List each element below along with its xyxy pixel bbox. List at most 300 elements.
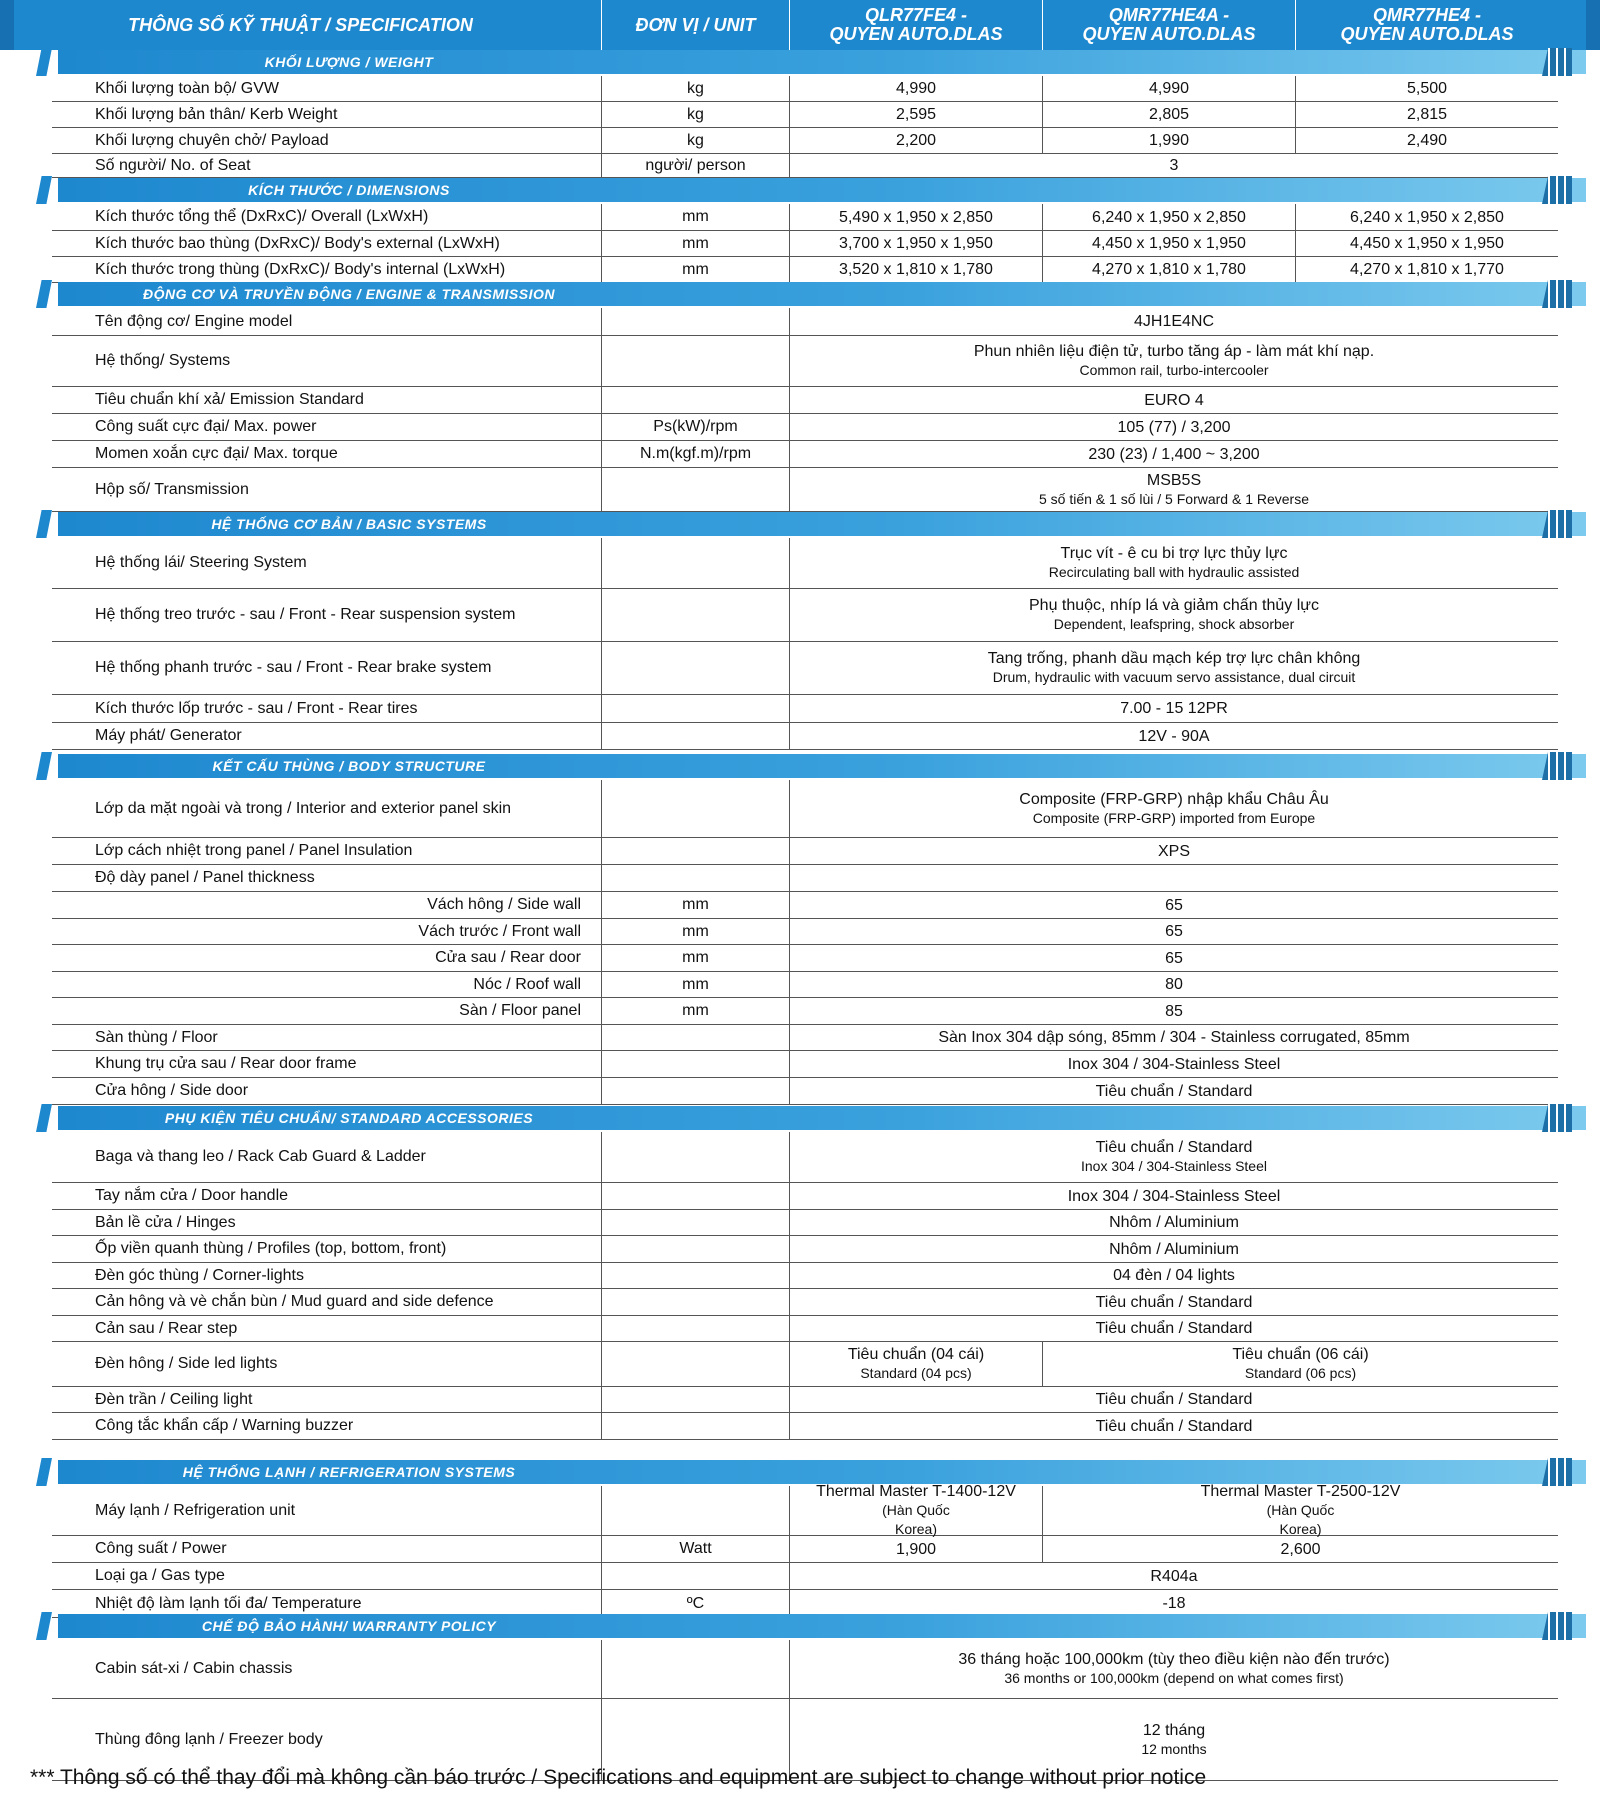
table-row — [52, 128, 1558, 154]
row-label: Hộp số/ Transmission — [95, 480, 249, 498]
row-label: Ốp viền quanh thùng / Profiles (top, bottom, front) — [95, 1240, 447, 1257]
value-secondary: Recirculating ball with hydraulic assisted — [1048, 564, 1300, 580]
row-unit: kg — [601, 102, 789, 127]
row-value — [789, 1640, 1558, 1698]
row-value — [789, 76, 1042, 101]
value-secondary: Dependent, leafspring, shock absorber — [1053, 616, 1295, 632]
value-text: -18 — [1162, 1595, 1186, 1612]
value-text: Inox 304 / 304-Stainless Steel — [1067, 1187, 1281, 1205]
section-header — [36, 1104, 1572, 1132]
table-row — [52, 892, 1558, 919]
row-label: Độ dày panel / Panel thickness — [95, 869, 315, 886]
row-unit: mm — [601, 919, 789, 944]
table-row — [52, 1536, 1558, 1563]
value-primary: Phun nhiên liệu điện tử, turbo tăng áp - làm mát khí nạp. — [973, 343, 1375, 360]
row-label: Hệ thống treo trước - sau / Front - Rear suspension system — [95, 606, 516, 623]
row-label: Kích thước lốp trước - sau / Front - Rear tires — [95, 699, 418, 717]
header-spec: THÔNG SỐ KỸ THUẬT / SPECIFICATION — [128, 14, 473, 35]
section-header — [36, 176, 1572, 204]
table-row — [52, 695, 1558, 723]
value-primary: Composite (FRP-GRP) nhập khẩu Châu Âu — [1019, 790, 1329, 808]
table-row — [52, 231, 1558, 257]
row-value — [789, 387, 1558, 413]
table-row — [52, 1640, 1558, 1699]
row-label: Khối lượng chuyên chở/ Payload — [95, 131, 329, 149]
row-label: Đèn hông / Side led lights — [95, 1355, 278, 1372]
row-unit — [601, 1413, 789, 1439]
value-text: 3,520 x 1,810 x 1,780 — [839, 261, 993, 278]
row-unit — [601, 1132, 789, 1182]
table-row — [52, 1316, 1558, 1342]
value-text: 3,700 x 1,950 x 1,950 — [839, 235, 993, 252]
value-text: XPS — [1157, 842, 1190, 860]
value-text: 4,450 x 1,950 x 1,950 — [1092, 235, 1246, 252]
value-secondary: 36 months or 100,000km (depend on what comes first) — [1004, 1670, 1344, 1686]
value-text: Inox 304 / 304-Stainless Steel — [1067, 1055, 1281, 1073]
value-text: 4JH1E4NC — [1133, 313, 1215, 330]
value-text: 65 — [1165, 896, 1183, 914]
row-value — [789, 1483, 1042, 1537]
row-value — [789, 1536, 1042, 1562]
row-unit: mm — [601, 972, 789, 997]
row-value — [789, 414, 1558, 440]
header-unit: ĐƠN VỊ / UNIT — [601, 0, 789, 50]
value-text: 2,595 — [895, 106, 937, 123]
row-value — [1295, 204, 1558, 230]
model-1-line2: QUYEN AUTO.DLAS — [829, 24, 1003, 44]
row-unit — [601, 538, 789, 588]
row-value — [789, 1413, 1558, 1439]
row-value — [789, 336, 1558, 386]
row-unit — [601, 1387, 789, 1412]
value-text: 1,900 — [895, 1540, 937, 1558]
row-label: Nóc / Roof wall — [473, 975, 581, 993]
row-label: Lớp da mặt ngoài và trong / Interior and exterior panel skin — [95, 799, 512, 817]
row-value — [789, 1236, 1558, 1262]
row-label: Tiêu chuẩn khí xả/ Emission Standard — [95, 391, 364, 408]
table-row — [52, 945, 1558, 972]
model-3-line1: QMR77HE4 - — [1372, 5, 1481, 25]
table-row — [52, 1483, 1558, 1537]
row-unit: mm — [601, 892, 789, 918]
table-row — [52, 441, 1558, 468]
value-secondary: (Hàn Quốc — [882, 1502, 950, 1518]
slant-tab-icon — [36, 1104, 52, 1132]
section-header — [36, 48, 1572, 76]
value-secondary: Korea) — [894, 1521, 938, 1537]
value-text: Tiêu chuẩn / Standard — [1095, 1320, 1253, 1337]
row-value — [789, 154, 1558, 177]
header-model-3 — [1295, 0, 1558, 50]
table-row — [52, 1236, 1558, 1263]
row-unit — [601, 780, 789, 837]
value-secondary: Standard (04 pcs) — [860, 1365, 972, 1381]
row-unit: mm — [601, 257, 789, 282]
value-text: Tiêu chuẩn / Standard — [1095, 1391, 1253, 1408]
row-value — [789, 1387, 1558, 1412]
row-value — [1042, 102, 1295, 127]
row-value — [789, 128, 1042, 153]
value-text: 7.00 - 15 12PR — [1120, 700, 1228, 717]
table-row — [52, 387, 1558, 414]
slant-tab-icon — [36, 280, 52, 308]
row-label: Lớp cách nhiệt trong panel / Panel Insulation — [95, 842, 413, 859]
row-value — [789, 1342, 1042, 1386]
table-row — [52, 919, 1558, 945]
row-value — [1295, 76, 1558, 101]
table-row — [52, 76, 1558, 102]
row-unit — [601, 1078, 789, 1104]
row-label: Tay nắm cửa / Door handle — [95, 1187, 289, 1204]
row-unit: Watt — [601, 1536, 789, 1562]
slant-tab-icon — [36, 752, 52, 780]
row-label: Vách trước / Front wall — [418, 922, 581, 940]
table-row — [52, 838, 1558, 865]
value-text: 80 — [1165, 976, 1183, 993]
value-text: 230 (23) / 1,400 ~ 3,200 — [1088, 445, 1260, 463]
row-label: Sàn thùng / Floor — [95, 1028, 218, 1046]
section-title: HỆ THỐNG CƠ BẢN / BASIC SYSTEMS — [211, 516, 487, 532]
row-unit — [601, 1486, 789, 1535]
row-unit — [601, 1183, 789, 1209]
row-unit — [601, 1316, 789, 1341]
row-value — [1295, 231, 1558, 256]
row-label: Khối lượng bản thân/ Kerb Weight — [95, 105, 338, 123]
value-text: 6,240 x 1,950 x 2,850 — [1350, 208, 1504, 226]
value-text: Nhôm / Aluminium — [1109, 1240, 1239, 1258]
row-value — [1042, 1483, 1558, 1537]
value-text: 1,990 — [1148, 132, 1190, 149]
header-right-tab — [1586, 0, 1600, 50]
section-header — [36, 1612, 1572, 1640]
row-value — [1042, 1536, 1558, 1562]
row-label: Cản sau / Rear step — [95, 1319, 238, 1337]
value-text: 5,500 — [1406, 80, 1448, 97]
table-row — [52, 336, 1558, 387]
row-unit — [601, 1640, 789, 1698]
value-primary: Phụ thuộc, nhíp lá và giảm chấn thủy lực — [1029, 597, 1319, 614]
row-unit: kg — [601, 76, 789, 101]
row-unit — [601, 695, 789, 722]
value-text: 12V - 90A — [1138, 727, 1210, 745]
section-header — [36, 510, 1572, 538]
value-text: 2,200 — [895, 132, 937, 149]
header-model-1 — [789, 0, 1042, 50]
row-unit — [601, 1025, 789, 1050]
section-title: KẾT CẤU THÙNG / BODY STRUCTURE — [212, 758, 486, 774]
row-label: Sàn / Floor panel — [459, 1002, 581, 1019]
table-row — [52, 589, 1558, 642]
row-value — [789, 257, 1042, 282]
section-title: HỆ THỐNG LẠNH / REFRIGERATION SYSTEMS — [182, 1464, 516, 1480]
row-unit — [601, 387, 789, 413]
value-text: 5,490 x 1,950 x 2,850 — [839, 208, 993, 226]
slant-tab-icon — [36, 48, 52, 76]
value-text: 2,490 — [1406, 132, 1448, 149]
row-value — [789, 919, 1558, 944]
row-value — [1295, 128, 1558, 153]
row-label: Cửa sau / Rear door — [435, 949, 581, 966]
table-row — [52, 998, 1558, 1025]
row-value — [789, 945, 1558, 971]
row-value — [789, 231, 1042, 256]
row-value — [789, 1132, 1558, 1182]
row-value — [789, 1078, 1558, 1104]
value-primary: Tang trống, phanh dầu mạch kép trợ lực chân không — [987, 650, 1361, 667]
row-label: Máy lạnh / Refrigeration unit — [95, 1501, 296, 1519]
row-label: Hệ thống/ Systems — [95, 352, 231, 369]
row-value — [1042, 76, 1295, 101]
row-unit — [601, 308, 789, 335]
table-row — [52, 972, 1558, 998]
row-value — [789, 308, 1558, 335]
slant-tab-icon — [36, 176, 52, 204]
row-value — [789, 1210, 1558, 1235]
row-label: Hệ thống lái/ Steering System — [95, 554, 307, 571]
row-unit — [601, 1051, 789, 1077]
table-row — [52, 1210, 1558, 1236]
row-unit — [601, 336, 789, 386]
row-value — [789, 780, 1558, 837]
value-text: Tiêu chuẩn / Standard — [1095, 1082, 1253, 1100]
section-header — [36, 280, 1572, 308]
value-text: 3 — [1169, 157, 1179, 174]
value-text: Sàn Inox 304 dập sóng, 85mm / 304 - Stainless corrugated, 85mm — [938, 1029, 1410, 1046]
table-row — [52, 1051, 1558, 1078]
row-label: Đèn góc thùng / Corner-lights — [95, 1266, 304, 1284]
row-label: Hệ thống phanh trước - sau / Front - Rear brake system — [95, 659, 492, 676]
row-label: Khối lượng toàn bộ/ GVW — [95, 79, 279, 97]
row-value — [789, 865, 1558, 891]
section-title: PHỤ KIỆN TIÊU CHUẨN/ STANDARD ACCESSORIES — [164, 1110, 534, 1126]
row-label: Momen xoắn cực đại/ Max. torque — [95, 445, 338, 462]
value-secondary: Standard (06 pcs) — [1244, 1365, 1357, 1381]
row-unit — [601, 1263, 789, 1288]
value-secondary: 12 months — [1141, 1740, 1207, 1757]
value-text: 2,805 — [1148, 106, 1190, 123]
value-secondary: Korea) — [1279, 1521, 1322, 1537]
slant-tab-icon — [36, 1612, 52, 1640]
value-secondary: Composite (FRP-GRP) imported from Europe — [1032, 809, 1316, 826]
value-text: Nhôm / Aluminium — [1109, 1214, 1239, 1231]
row-label: Công tắc khẩn cấp / Warning buzzer — [95, 1417, 354, 1434]
row-value — [789, 1263, 1558, 1288]
model-1-line1: QLR77FE4 - — [864, 5, 967, 25]
row-value — [789, 1563, 1558, 1589]
row-value — [789, 723, 1558, 749]
section-title: ĐỘNG CƠ VÀ TRUYỀN ĐỘNG / ENGINE & TRANSMISSION — [143, 286, 555, 302]
value-primary: Tiêu chuẩn / Standard — [1095, 1139, 1253, 1156]
row-value — [789, 892, 1558, 918]
row-label: Máy phát/ Generator — [95, 727, 242, 744]
row-unit: mm — [601, 231, 789, 256]
row-unit: mm — [601, 204, 789, 230]
row-value — [1042, 257, 1295, 282]
row-label: Bản lề cửa / Hinges — [95, 1213, 236, 1231]
value-secondary: (Hàn Quốc — [1266, 1502, 1335, 1518]
value-primary: Thermal Master T-2500-12V — [1200, 1483, 1401, 1500]
model-2-line1: QMR77HE4A - — [1108, 5, 1230, 25]
row-unit — [601, 865, 789, 891]
row-unit — [601, 589, 789, 641]
value-primary: 12 tháng — [1142, 1721, 1206, 1739]
table-row — [52, 538, 1558, 589]
row-value — [1042, 128, 1295, 153]
value-text: 2,600 — [1280, 1540, 1321, 1558]
value-text: R404a — [1150, 1567, 1198, 1585]
row-value — [789, 589, 1558, 641]
row-label: Cabin sát-xi / Cabin chassis — [95, 1660, 293, 1677]
value-primary: Trục vít - ê cu bi trợ lực thủy lực — [1060, 545, 1288, 562]
row-unit — [601, 1342, 789, 1386]
model-2-line2: QUYEN AUTO.DLAS — [1082, 24, 1256, 44]
row-unit — [601, 723, 789, 749]
model-3-line2: QUYEN AUTO.DLAS — [1340, 24, 1514, 44]
row-label: Công suất cực đại/ Max. power — [95, 418, 317, 435]
row-label: Kích thước bao thùng (DxRxC)/ Body's external (LxWxH) — [95, 234, 500, 252]
table-row — [52, 1263, 1558, 1289]
value-secondary: Common rail, turbo-intercooler — [1079, 362, 1269, 378]
value-text: 6,240 x 1,950 x 2,850 — [1092, 208, 1246, 226]
row-label: Kích thước trong thùng (DxRxC)/ Body's internal (LxWxH) — [95, 260, 506, 278]
row-value — [789, 204, 1042, 230]
row-unit: mm — [601, 945, 789, 971]
row-value — [1295, 102, 1558, 127]
row-unit — [601, 1210, 789, 1235]
row-value — [789, 838, 1558, 864]
value-primary: Tiêu chuẩn (04 cái) — [847, 1346, 985, 1363]
row-value — [789, 102, 1042, 127]
row-label: Cản hông và vè chắn bùn / Mud guard and side defence — [95, 1293, 494, 1310]
slant-tab-icon — [36, 510, 52, 538]
value-text: 2,815 — [1406, 106, 1448, 123]
section-header — [36, 752, 1572, 780]
row-value — [789, 1289, 1558, 1315]
row-unit: Ps(kW)/rpm — [601, 414, 789, 440]
value-text: 4,450 x 1,950 x 1,950 — [1350, 235, 1504, 252]
row-unit — [601, 642, 789, 694]
value-primary: MSB5S — [1146, 471, 1202, 489]
value-secondary: Inox 304 / 304-Stainless Steel — [1080, 1158, 1267, 1174]
row-unit — [601, 1563, 789, 1589]
row-value — [789, 441, 1558, 467]
row-value — [789, 998, 1558, 1024]
row-label: Công suất / Power — [95, 1540, 227, 1557]
row-value — [789, 642, 1558, 694]
table-row — [52, 204, 1558, 231]
row-value — [1042, 204, 1295, 230]
value-primary: Thermal Master T-1400-12V — [816, 1483, 1016, 1500]
table-row — [52, 723, 1558, 750]
row-value — [789, 695, 1558, 722]
value-text: 4,270 x 1,810 x 1,780 — [1092, 261, 1246, 278]
value-secondary: 5 số tiến & 1 số lùi / 5 Forward & 1 Reverse — [1038, 490, 1309, 507]
value-text: 4,270 x 1,810 x 1,770 — [1350, 261, 1504, 278]
row-value — [789, 1051, 1558, 1077]
value-text: Tiêu chuẩn / Standard — [1095, 1417, 1253, 1435]
row-label: Nhiệt độ làm lạnh tối đa/ Temperature — [95, 1594, 362, 1612]
row-value — [789, 1316, 1558, 1341]
slant-tab-icon — [36, 1458, 52, 1486]
value-secondary: Drum, hydraulic with vacuum servo assistance, dual circuit — [992, 669, 1356, 685]
value-text: Tiêu chuẩn / Standard — [1095, 1293, 1253, 1311]
row-value — [1042, 231, 1295, 256]
row-value — [1295, 257, 1558, 282]
value-text: 65 — [1165, 923, 1183, 940]
row-value — [789, 1025, 1558, 1050]
table-row — [52, 1342, 1558, 1387]
section-title: CHẾ ĐỘ BẢO HÀNH/ WARRANTY POLICY — [201, 1618, 497, 1634]
table-row — [52, 642, 1558, 695]
row-label: Loại ga / Gas type — [95, 1567, 225, 1584]
table-row — [52, 308, 1558, 336]
row-unit: ºC — [601, 1590, 789, 1617]
value-primary: Tiêu chuẩn (06 cái) — [1232, 1346, 1369, 1363]
row-value — [1042, 1342, 1558, 1386]
table-row — [52, 1025, 1558, 1051]
footnote: *** Thông số có thể thay đổi mà không cần báo trước / Specifications and equipment are subject to change without prior notice — [30, 1766, 1207, 1789]
row-label: Thùng đông lạnh / Freezer body — [95, 1730, 323, 1748]
table-row — [52, 1387, 1558, 1413]
row-unit — [601, 1289, 789, 1315]
row-value — [789, 972, 1558, 997]
table-header — [0, 0, 1600, 50]
value-text: 04 đèn / 04 lights — [1113, 1267, 1235, 1284]
header-model-2 — [1042, 0, 1295, 50]
row-unit: kg — [601, 128, 789, 153]
table-row — [52, 1132, 1558, 1183]
row-unit: mm — [601, 998, 789, 1024]
row-unit: N.m(kgf.m)/rpm — [601, 441, 789, 467]
value-primary: 36 tháng hoặc 100,000km (tùy theo điều kiện nào đến trước) — [958, 1651, 1390, 1668]
table-row — [52, 1563, 1558, 1590]
row-unit — [601, 468, 789, 511]
row-label: Tên động cơ/ Engine model — [95, 312, 293, 330]
table-row — [52, 780, 1558, 838]
row-label: Kích thước tổng thể (DxRxC)/ Overall (LxWxH) — [95, 208, 429, 225]
row-value — [789, 1183, 1558, 1209]
row-label: Số người/ No. of Seat — [95, 156, 251, 174]
table-row — [52, 865, 1558, 892]
row-label: Cửa hông / Side door — [95, 1082, 249, 1099]
table-row — [52, 1183, 1558, 1210]
value-text: EURO 4 — [1144, 391, 1204, 409]
row-value — [789, 468, 1558, 511]
row-unit: người/ person — [601, 154, 789, 177]
value-text: 4,990 — [1148, 80, 1190, 97]
table-row — [52, 1289, 1558, 1316]
value-text: 65 — [1165, 949, 1183, 967]
section-title: KÍCH THƯỚC / DIMENSIONS — [248, 182, 450, 198]
row-label: Baga và thang leo / Rack Cab Guard & Ladder — [95, 1148, 426, 1165]
row-unit — [601, 1236, 789, 1262]
table-row — [52, 468, 1558, 512]
section-title: KHỐI LƯỢNG / WEIGHT — [264, 54, 434, 70]
value-text: 4,990 — [895, 80, 937, 97]
row-label: Đèn trần / Ceiling light — [95, 1390, 253, 1408]
table-row — [52, 1413, 1558, 1440]
value-text: 85 — [1165, 1002, 1183, 1020]
row-unit — [601, 838, 789, 864]
table-row — [52, 414, 1558, 441]
row-value — [789, 538, 1558, 588]
table-row — [52, 154, 1558, 178]
row-label: Vách hông / Side wall — [427, 896, 581, 913]
value-text: 105 (77) / 3,200 — [1117, 418, 1231, 436]
row-label: Khung trụ cửa sau / Rear door frame — [95, 1055, 357, 1072]
table-row — [52, 102, 1558, 128]
table-row — [52, 1078, 1558, 1105]
